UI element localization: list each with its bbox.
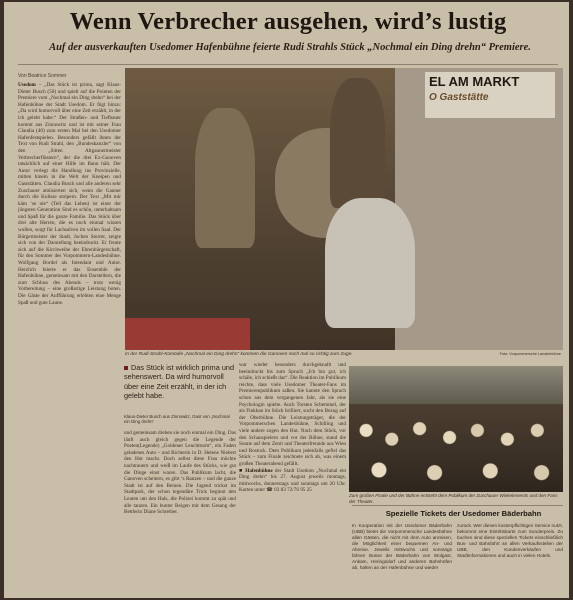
pull-quote <box>124 363 236 401</box>
article-subhead: Auf der ausverkauften Usedomer Hafenbühne feierte Rudi Strahls Stück „Nochmal ein Ding drehn“ Premiere. <box>49 42 531 53</box>
infobox-column-1: In Kooperation mit der Usedomer Bäderbahn (UBB) bietet die Vorpommersche Landesbühne allen Gästen, die nicht mit dem Auto anreisen, die Möglichkeit einer bequemen An- und Abreise. Jeweils mittwochs und sonntags fahren Busse der Bäderbahn von Wolgast, Ankam, Heringsdorf und anderen Bahnhöfen ab, halten an der Hafenbühne und wieder <box>352 523 452 570</box>
audience-crowd <box>349 404 563 492</box>
quote-bullet-icon <box>124 366 128 370</box>
header-rule <box>18 64 558 65</box>
actor-figure-top <box>330 78 385 208</box>
article-dateline: Usedom <box>18 82 36 88</box>
article-column-3 <box>239 362 346 596</box>
infobox-rule <box>352 505 563 506</box>
photo-stage-sign <box>425 72 555 118</box>
main-photo-credit: Foto: Vorpommersche Landesbühne <box>499 352 561 356</box>
article-column-1-text: – „Das Stück ist prima, sagt Klaus-Dieter Busch (56) und spielt auf die Pointen der Premiere vom „Nochmal ein Ding drehn“ bei der Hafenbühne der Stadt Usedom. Er fügt hinzu: „Da wird humorvoll über eine Zeit erzählt, in der ich gelebt habe.“ Der Straßen- und Tiefbauer kommt aus Zinnowitz und ist mit seiner Frau Claudia (40) zum ersten Mal bei den Usedomer Hafenfestspielen. Besonders gefällt ihnen der Text von Rudi Strahl, den „Bundeskanzler“ von den „Sitten Altgaunermeister Verbrecherflüstern“, der die drei Ex-Ganoven tatsächlich auf einer Hilfe im Bann hält. Der Autor verlegt die Handlung ins Provinzielle, mitten hinein in die Welt der Kneipen und Gaststätten. Claudia Busch und alle anderen sehr Zuschauer amüsierten sich, wenn die Gauner durch die Kulisse stolpern. Der Text „Mit mir käm ‘se nie“ (Teil das Leben) ist einer der jüngsten Generation Sind es schön, unterhaltsam und Spaß für die ganze Familie. Das Stück über drei alte Herren, die es noch einmal wissen wollen, sorgt für Lachsalven im vollen Saal. Der Bürgermeister der Stadt, Jochen Storrer, zeigte sich von der Darstellung beeindruckt. Er freute sich auf die Kirchweihe der Ehrenbürgerschaft, für den Sommer des Vorpommern-Landesbühne. Wolfgang Bordel als Intendant und Autor. Herzlich feierte er das Ensemble der Hafenbühne, gemeinsam mit den Darstellern, die zum Schluss des Abends – trotz wenig Vorbereitung – eine großartige Leistung boten. Die Gäste der Aufführung erlebten eine Menge Spaß und gute Laune. <box>18 82 121 306</box>
article-column-3-text: war wieder besonders durchgeknallt und beeindruckt bis zum Spruch „Ich bin gut, ich schäle, ich schießt das“. Die Reaktion im Publikum reichte, dass viele Usedomer Theater-Fans im Premierenpublikum saßen. Sie kannte den Sprach schon aus dem vergangenen Jahr, als sie eine Psychologin spielte. Auch Torsten Schemmel, der als Finkhan im Stück brilliert, sucht den Bezug auf der Oberbühne. Die Leistungsträger, die der Vorpommerschen Landesbühne, Schilling und viele andere zogen den Hut. Nach dem Stück, vor den Schauspielern und vor der Bühne, stand die Sonne auf dem Zenit und Theaterfreunde aus Wien und Rostock. Dem Publikum jedenfalls gefiel das Stück – zum Finale zeichnete sich ab, was einem großen Theaterabend gefällt. <box>239 362 346 467</box>
article-byline: Von Beatrice Sommer <box>18 73 67 79</box>
stage-sign-line-2: O Gaststätte <box>429 92 489 103</box>
audience-photo-caption: Zum großen Finale und der Bühne entsteht dem Publikum der Zuschauer Winkelements und den Fans der Theater. <box>349 493 558 504</box>
main-photo <box>125 68 563 350</box>
pull-quote-attribution: Klaus-Dieter Busch aus Zinnowitz, Gast von „Nochmal ein Ding drehn“ <box>124 414 230 425</box>
article-column-2: und gemeinsam drehen sie noch einmal ein Ding. Das läuft auch gleich gegen die Legende der Poeten(Legende) „Goldener Leuchtturm“, ein Faden geladenes Auto – und Richterin in D. Helene Niebert den Hut macht. Doch selbst diese Frau möchte nachtrauern und weiß im Laufe des Stücks, wie gut die Dinge einst waren. Das Publikum lacht, die Ganoven scheitern, es gibt ‘s Ranzen – und die ganze Stadt ist auf den Beinen. Die Jugend trickst im Stadtpark, der schon legendäre Trick beginnt den Leuten um den Hals, die Polizei kommt zu spät und alle tanzen. Ein bunter Reigen mit dem Gesang der Bettlerin Diane Schreiber. <box>124 430 236 516</box>
infobox-title: Spezielle Tickets der Usedomer Bäderbahn <box>385 509 542 518</box>
article-column-1 <box>18 82 121 594</box>
newspaper-page <box>4 2 569 598</box>
main-photo-caption <box>125 352 563 357</box>
actor-figure-left <box>195 108 255 248</box>
stage-red-panel <box>125 318 250 350</box>
article-headline: Wenn Verbrecher ausgehen, wird’s lustig <box>69 8 507 35</box>
pull-quote-text: Das Stück ist wirklich prima und sehenswert. Da wird humorvoll über eine Zeit erzählt, in der ich gelebt habe. <box>124 363 234 401</box>
hafenbuehne-info-title: Hafenbühne <box>245 467 273 474</box>
stage-sign-line-1: EL AM MARKT <box>429 74 520 89</box>
actor-figure-sitting <box>325 198 415 328</box>
info-bullet-icon: ■ <box>239 467 246 474</box>
hafenbuehne-info-text: der Stadt Usedom „Nochmal ein Ding drehn“ bis 27. August jeweils montags, mittwochs, donnerstags und sonntags um 20 Uhr. Karten unter ☎ 03 83 72/76 95 25 <box>239 467 346 494</box>
infobox-column-2: zurück. Wer diesen kostenpflichtigen Service nutzt, bekommt eine Eintrittskarte zum Sonderpreis. Zu buchen sind diese speziellen Tickets einschließlich Bus- und Bahnfahrt an allen Verkaufsstellen der UBB, den Kundenverkäufen und Stadtinformationen und auch in vielen Hotels. <box>457 523 563 558</box>
audience-photo <box>349 366 563 492</box>
main-caption-text: In der Rudi-Strahl-Komödie „Nochmal ein Ding drehn“ kommen die Ganoven noch mal so richtig zum Zuge. <box>125 352 353 357</box>
audience-photo-stage-light <box>349 366 563 404</box>
